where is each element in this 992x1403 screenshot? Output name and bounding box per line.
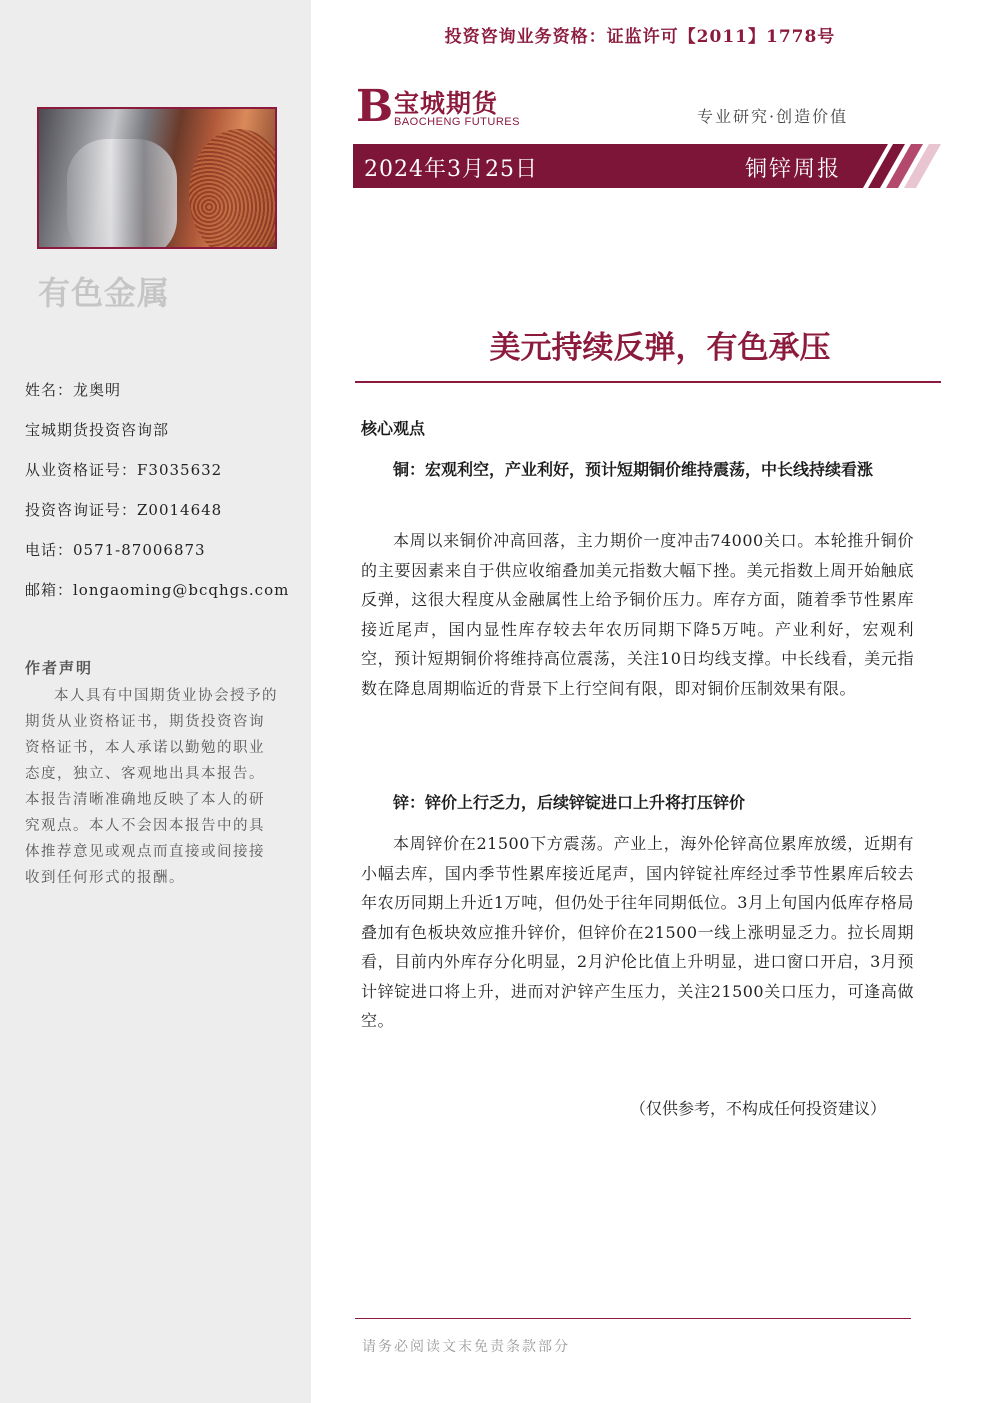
slogan: 专业研究·创造价值	[697, 107, 849, 126]
metal-cylinder-image	[67, 139, 177, 249]
statement-body: 本人具有中国期货业协会授予的期货从业资格证书，期货投资咨询资格证书，本人承诺以勤勉的职业态度，独立、客观地出具本报告。本报告清晰准确地反映了本人的研究观点。本人不会因本报告中的具体推荐意见或观点而直接或间接接收到任何形式的报酬。	[25, 688, 278, 886]
statement-title: 作者声明	[25, 659, 94, 677]
disclaimer: （仅供参考，不构成任何投资建议）	[630, 1099, 887, 1118]
email: 邮箱：longaoming@bcqhgs.com	[25, 581, 290, 599]
report-date: 2024年3月25日	[364, 157, 538, 182]
logo-name-cn: 宝城期货	[394, 89, 499, 118]
footer-divider	[355, 1318, 911, 1319]
copper-heading: 铜：宏观利空，产业利好，预计短期铜价维持震荡，中长线持续看涨	[393, 460, 874, 479]
copper-coil-image	[189, 129, 277, 249]
sidebar	[0, 0, 311, 1403]
author-name: 姓名：龙奥明	[25, 381, 122, 399]
date-banner	[353, 144, 898, 188]
company-logo	[356, 81, 526, 132]
logo-b-icon: B	[356, 81, 394, 132]
consulting-number: 投资咨询证号：Z0014648	[25, 501, 223, 519]
zinc-heading: 锌：锌价上行乏力，后续锌锭进口上升将打压锌价	[393, 793, 746, 812]
footer-note: 请务必阅读文末免责条款部分	[362, 1339, 570, 1355]
license-line: 投资咨询业务资格：证监许可【2011】1778号	[444, 27, 836, 47]
logo-name-en: BAOCHENG FUTURES	[394, 116, 520, 128]
zinc-paragraph: 本周锌价在21500下方震荡。产业上，海外伦锌高位累库放缓，近期有小幅去库，国内季节性累库接近尾声，国内锌锭社库经过季节性累库后较去年农历同期上升近1万吨，但仍处于往年同期低位。3月上旬国内低库存格局叠加有色板块效应推升锌价，但锌价在21500一线上涨明显乏力。拉长周期看，目前内外库存分化明显，2月沪伦比值上升明显，进口窗口开启，3月预计锌锭进口将上升，进而对沪锌产生压力，关注21500关口压力，可逢高做空。	[361, 834, 914, 1030]
section-heading: 核心观点	[361, 419, 426, 438]
qualification-number: 从业资格证号：F3035632	[25, 461, 223, 479]
title-divider	[355, 381, 941, 383]
phone: 电话：0571-87006873	[25, 541, 206, 559]
copper-paragraph: 本周以来铜价冲高回落，主力期价一度冲击74000关口。本轮推升铜价的主要因素来自于供应收缩叠加美元指数大幅下挫。美元指数上周开始触底反弹，这很大程度从金融属性上给予铜价压力。库存方面，随着季节性累库接近尾声，国内显性库存较去年农历同期下降5万吨。产业利好，宏观利空，预计短期铜价将维持高位震荡，关注10日均线支撑。中长线看，美元指数在降息周期临近的背景下上行空间有限，即对铜价压制效果有限。	[361, 531, 914, 698]
report-type: 铜锌周报	[745, 157, 842, 182]
author-department: 宝城期货投资咨询部	[25, 421, 170, 439]
cover-photo	[37, 107, 277, 249]
category-label: 有色金属	[38, 274, 171, 312]
report-title: 美元持续反弹，有色承压	[489, 330, 831, 366]
